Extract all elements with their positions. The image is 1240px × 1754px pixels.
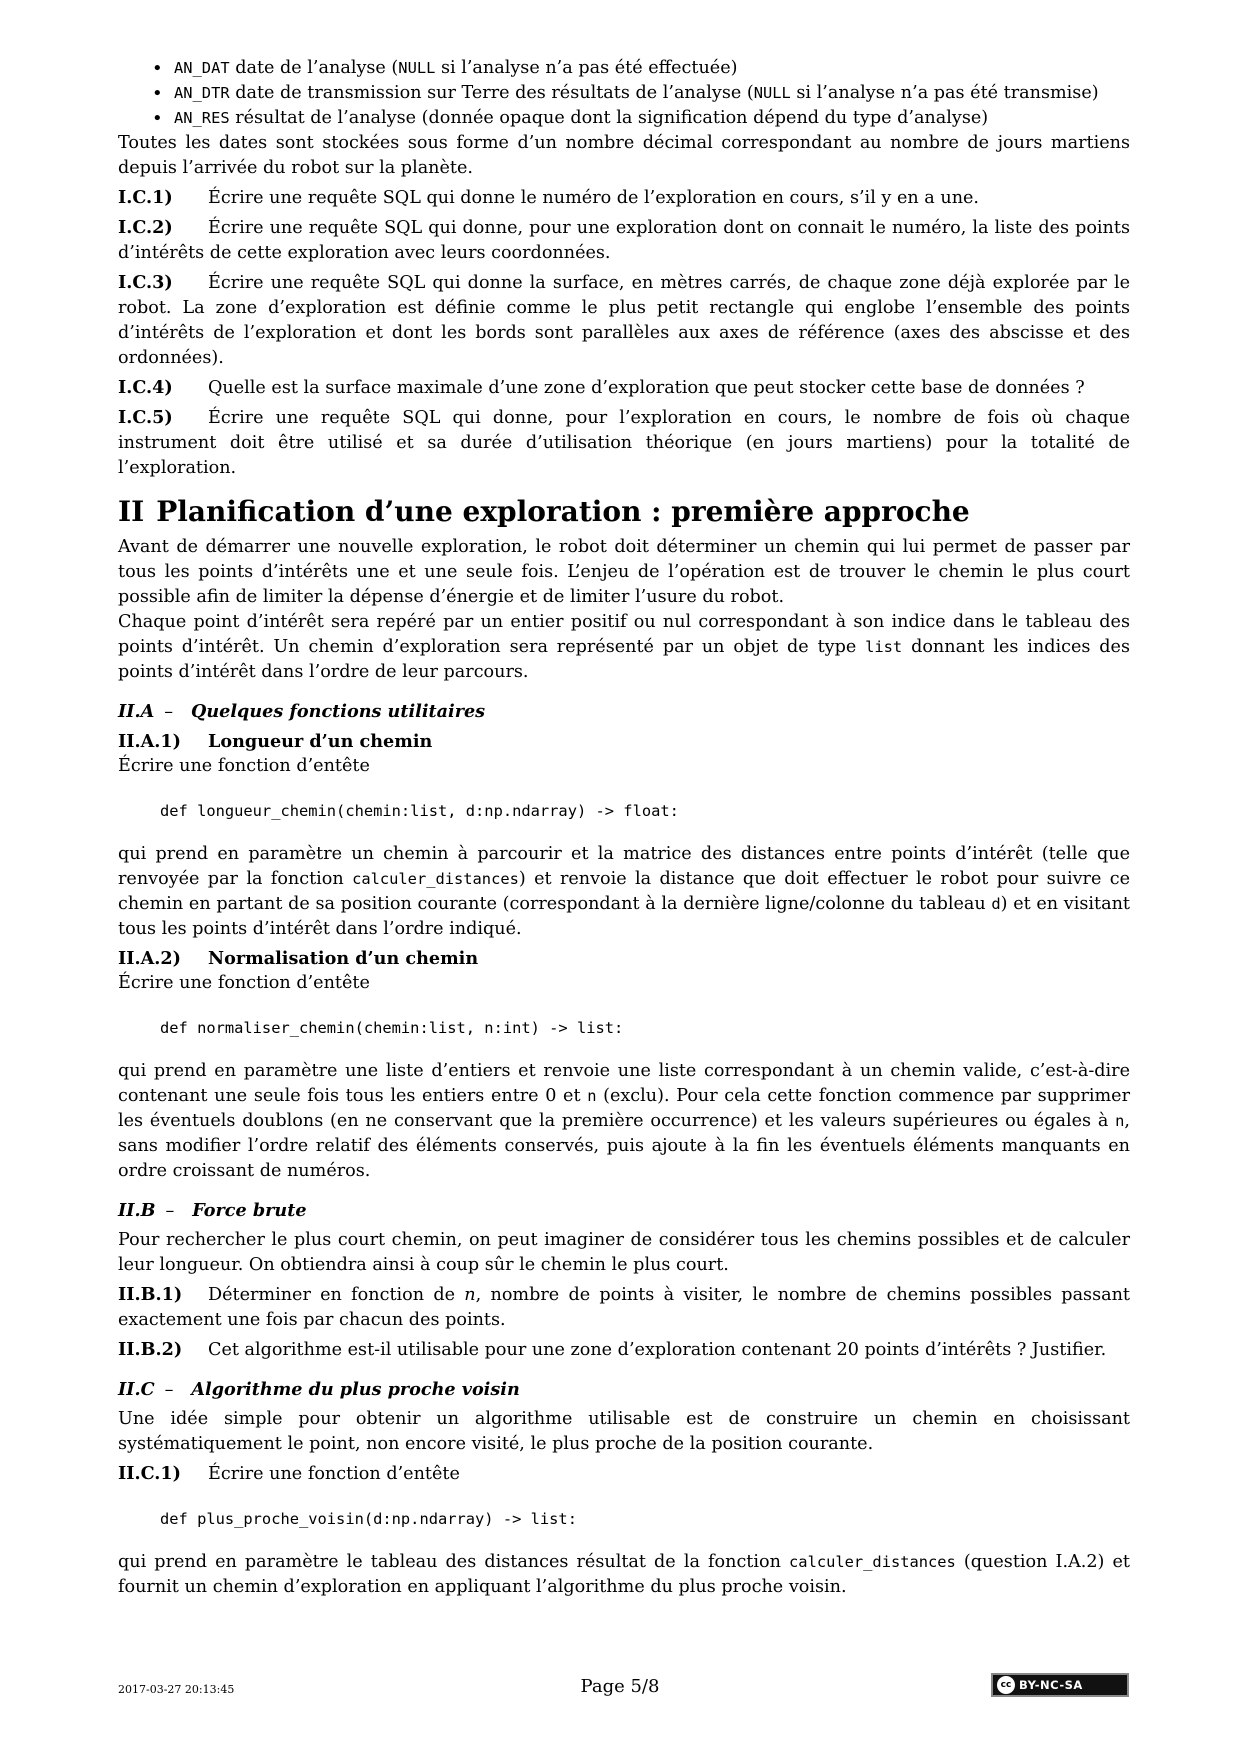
question-heading-iia1: II.A.1) Longueur d’un chemin: [118, 731, 433, 752]
list-item: • AN_RES résultat de l’analyse (donnée opaque dont la signification dépend du type d’analyse): [152, 106, 1130, 131]
question-iic1: II.C.1) Écrire une fonction d’entête: [118, 1463, 460, 1484]
instruction-text: Écrire une fonction d’entête: [118, 756, 370, 776]
license-badge: [991, 1673, 1129, 1697]
dates-paragraph: Toutes les dates sont stockées sous forme d’un nombre décimal correspondant au nombre de jours martiens depuis l’arrivée du robot sur la planète.: [118, 133, 1130, 178]
list-item: • AN_DAT date de l’analyse (NULL si l’analyse n’a pas été effectuée): [152, 56, 1130, 81]
code-signature: def plus_proche_voisin(d:np.ndarray) -> list:: [160, 1510, 577, 1528]
section-heading: II Planification d’une exploration : première approche: [118, 495, 970, 528]
document-page: [118, 56, 1130, 1600]
creative-commons-icon: cc: [997, 1676, 1015, 1694]
list-item: • AN_DTR date de transmission sur Terre des résultats de l’analyse (NULL si l’analyse n’a pas été transmise): [152, 81, 1130, 106]
license-label: BY-NC-SA: [1019, 1678, 1083, 1692]
section-paragraph: Chaque point d’intérêt sera repéré par un entier positif ou nul correspondant à son indice dans le tableau des points d’intérêt. Un chemin d’exploration sera représenté par un objet de type list donnant les indices des points d’intérêt dans l’ordre de leur parcours.: [118, 612, 1130, 682]
question-ic4: I.C.4) Quelle est la surface maximale d’une zone d’exploration que peut stocker cette base de données ?: [118, 377, 1085, 398]
code-signature: def longueur_chemin(chemin:list, d:np.ndarray) -> float:: [160, 802, 679, 820]
function-description: qui prend en paramètre une liste d’entiers et renvoie une liste correspondant à un chemin valide, c’est-à-dire contenant une seule fois tous les entiers entre 0 et n (exclu). Pour cela cette fonction commence par supprimer les éventuels doublons (en ne conservant que la première occurrence) et les valeurs supérieures ou égales à n, sans modifier l’ordre relatif des éléments conservés, puis ajoute à la fin les éventuels éléments manquants en ordre croissant de numéros.: [118, 1061, 1130, 1181]
page-number: Page 5/8: [580, 1676, 660, 1697]
question-iib1: II.B.1) Déterminer en fonction de n, nombre de points à visiter, le nombre de chemins possibles passant exactement une fois par chacun des points.: [118, 1284, 1131, 1330]
subsection-heading-iic: II.C – Algorithme du plus proche voisin: [118, 1379, 520, 1400]
code-signature: def normaliser_chemin(chemin:list, n:int) -> list:: [160, 1019, 624, 1037]
subsection-heading-iia: II.A – Quelques fonctions utilitaires: [118, 701, 486, 722]
footer-timestamp: 2017-03-27 20:13:45: [118, 1683, 235, 1696]
question-ic2: I.C.2) Écrire une requête SQL qui donne, pour une exploration dont on connait le numéro, la liste des points d’intérêts de cette exploration avec leurs coordonnées.: [118, 217, 1130, 263]
question-ic3: I.C.3) Écrire une requête SQL qui donne la surface, en mètres carrés, de chaque zone déjà explorée par le robot. La zone d’exploration est définie comme le plus petit rectangle qui englobe l’ensemble des points d’intérêts de l’exploration et dont les bords sont parallèles aux axes de référence (axes des abscisse et des ordonnées).: [118, 272, 1130, 368]
question-ic5: I.C.5) Écrire une requête SQL qui donne, pour l’exploration en cours, le nombre de fois où chaque instrument doit être utilisé et sa durée d’utilisation théorique (en jours martiens) pour la totalité de l’exploration.: [118, 407, 1130, 478]
function-description: qui prend en paramètre le tableau des distances résultat de la fonction calculer_distances (question I.A.2) et fournit un chemin d’exploration en appliquant l’algorithme du plus proche voisin.: [118, 1552, 1130, 1597]
subsection-heading-iib: II.B – Force brute: [118, 1200, 307, 1221]
question-iib2: II.B.2) Cet algorithme est-il utilisable pour une zone d’exploration contenant 20 points d’intérêts ? Justifier.: [118, 1339, 1107, 1360]
question-ic1: I.C.1) Écrire une requête SQL qui donne le numéro de l’exploration en cours, s’il y en a une.: [118, 187, 980, 208]
section-intro: Avant de démarrer une nouvelle exploration, le robot doit déterminer un chemin qui lui permet de passer par tous les points d’intérêts une et une seule fois. L’enjeu de l’opération est de trouver le chemin le plus court possible afin de limiter la dépense d’énergie et de limiter l’usure du robot.: [118, 537, 1130, 607]
subsection-paragraph: Une idée simple pour obtenir un algorithme utilisable est de construire un chemin en choisissant systématiquement le point, non encore visité, le plus proche de la position courante.: [118, 1409, 1130, 1454]
subsection-paragraph: Pour rechercher le plus court chemin, on peut imaginer de considérer tous les chemins possibles et de calculer leur longueur. On obtiendra ainsi à coup sûr le chemin le plus court.: [118, 1230, 1130, 1275]
function-description: qui prend en paramètre un chemin à parcourir et la matrice des distances entre points d’intérêt (telle que renvoyée par la fonction calculer_distances) et renvoie la distance que doit effectuer le robot pour suivre ce chemin en partant de sa position courante (correspondant à la dernière ligne/colonne du tableau d) et en visitant tous les points d’intérêt dans l’ordre indiqué.: [118, 844, 1130, 939]
instruction-text: Écrire une fonction d’entête: [118, 973, 370, 993]
field-list: [118, 56, 1130, 131]
question-heading-iia2: II.A.2) Normalisation d’un chemin: [118, 948, 479, 969]
